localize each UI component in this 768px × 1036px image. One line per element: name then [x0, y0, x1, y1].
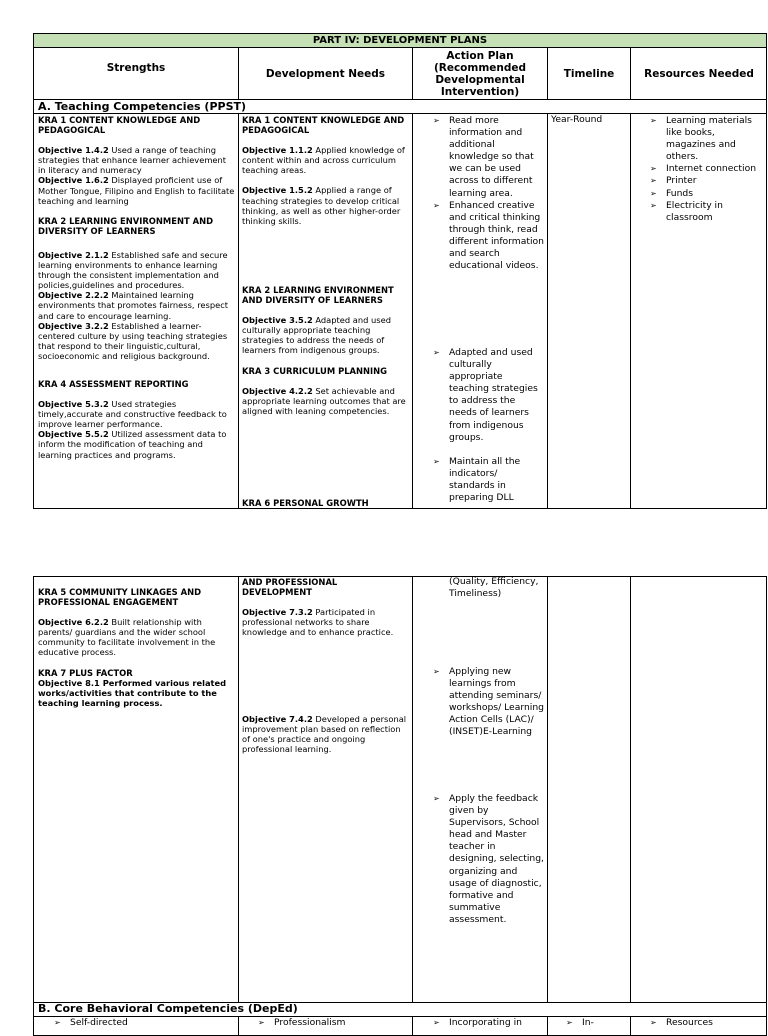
list-item: (Quality, Efficiency, Timeliness)	[449, 576, 539, 600]
col-divider	[412, 113, 413, 508]
col-divider	[630, 577, 631, 1035]
list-item: ➢ Read more information and additional knowledge so that we can be used across to different learning area.	[433, 115, 534, 199]
action-list	[433, 115, 545, 272]
arrowhead-bullet-icon: ➢	[433, 1018, 440, 1027]
header-development-needs: Development Needs	[265, 67, 386, 80]
objective-item: Objective 4.2.2 Set achievable and appropriate learning outcomes that are aligned with leaning competencies.	[242, 385, 406, 416]
list-item: ➢ Internet connection	[650, 163, 757, 175]
kra-heading: AND PROFESSIONAL DEVELOPMENT	[242, 577, 338, 598]
action-list	[433, 793, 545, 926]
development-plan-table-page1	[33, 33, 767, 509]
objective-item: Objective 7.3.2 Participated in professional networks to share knowledge and to enhance practice.	[242, 607, 394, 638]
list-item: ➢ In-	[566, 1017, 594, 1028]
list-item: ➢ Incorporating in	[433, 1017, 522, 1028]
list-item: ➢ Self-directed	[54, 1017, 128, 1028]
objective-item: Objective 1.1.2 Applied knowledge of content within and across curriculum teaching areas.	[242, 145, 405, 176]
col-divider	[412, 47, 413, 99]
list-item: ➢ Enhanced creative and critical thinking through think, read different information and search educational videos.	[433, 199, 544, 272]
arrowhead-bullet-icon: ➢	[650, 188, 657, 198]
arrowhead-bullet-icon: ➢	[433, 794, 440, 803]
objective-item: Objective 6.2.2 Built relationship with parents/ guardians and the wider school community to facilitate involvement in the educative process.	[38, 617, 216, 658]
objective-item: Objective 7.4.2 Developed a personal improvement plan based on reflection of one's practice and ongoing professional learning.	[242, 714, 407, 755]
section-b-title: B. Core Behavioral Competencies (DepEd)	[38, 1002, 298, 1015]
divider	[34, 113, 766, 114]
kra-heading: KRA 2 LEARNING ENVIRONMENT AND DIVERSITY OF LEARNERS	[38, 215, 214, 236]
arrowhead-bullet-icon: ➢	[258, 1018, 265, 1027]
list-item: ➢ Adapted and used culturally appropriate teaching strategies to address the needs of learners from indigenous groups.	[433, 347, 538, 443]
kra-heading: KRA 5 COMMUNITY LINKAGES AND PROFESSIONAL ENGAGEMENT	[38, 587, 202, 608]
arrowhead-bullet-icon: ➢	[433, 348, 440, 357]
header-resources: Resources Needed	[644, 67, 754, 80]
header-action-plan: Action Plan (Recommended Developmental Intervention)	[433, 49, 527, 98]
arrowhead-bullet-icon: ➢	[433, 667, 440, 676]
arrowhead-bullet-icon: ➢	[433, 116, 440, 125]
objective-item: Objective 1.5.2 Applied a range of teaching strategies to develop critical thinking, as well as other higher-order thinking skills.	[242, 185, 401, 226]
col-divider	[630, 113, 631, 508]
list-item: ➢ Electricity in classroom	[650, 199, 723, 223]
objective-item: Objective 3.5.2 Adapted and used culturally appropriate teaching strategies to address the needs of learners from indigenous groups.	[242, 315, 391, 356]
objective-item: Objective 2.1.2 Established safe and secure learning environments to enhance learning through the consistent implementation and policies,guidelines and procedures.	[38, 249, 228, 291]
objective-item: Objective 1.6.2 Displayed proficient use of Mother Tongue, Filipino and English to facilitate teaching and learning	[38, 175, 235, 206]
objective-item: Objective 5.5.2 Utilized assessment data to inform the modification of teaching and learning practices and programs.	[38, 429, 227, 460]
needs-cell	[242, 577, 409, 637]
arrowhead-bullet-icon: ➢	[650, 1018, 657, 1027]
arrowhead-bullet-icon: ➢	[650, 200, 657, 210]
needs-cell	[242, 115, 409, 226]
strengths-cell	[38, 587, 235, 708]
action-list	[433, 666, 545, 739]
col-divider	[547, 113, 548, 508]
resources-list	[650, 115, 766, 224]
list-item: ➢ Learning materials like books, magazines and others.	[650, 115, 752, 163]
kra-heading: KRA 1 CONTENT KNOWLEDGE AND PEDAGOGICAL	[38, 115, 201, 136]
arrowhead-bullet-icon: ➢	[54, 1018, 61, 1027]
kra-heading: KRA 2 LEARNING ENVIRONMENT AND DIVERSITY OF LEARNERS	[242, 285, 394, 306]
list-item: ➢ Resources	[650, 1017, 713, 1028]
col-divider	[412, 577, 413, 1035]
arrowhead-bullet-icon: ➢	[566, 1018, 573, 1027]
list-item: ➢ Maintain all the indicators/ standards in preparing DLL	[433, 455, 521, 504]
arrowhead-bullet-icon: ➢	[650, 164, 657, 174]
arrowhead-bullet-icon: ➢	[433, 200, 440, 210]
kra-heading: KRA 4 ASSESSMENT REPORTING	[38, 378, 189, 389]
section-a-title: A. Teaching Competencies (PPST)	[38, 100, 247, 113]
list-item: ➢ Funds	[650, 187, 694, 199]
kra-heading: KRA 7 PLUS FACTOR	[38, 667, 133, 678]
arrowhead-bullet-icon: ➢	[433, 456, 440, 466]
part-title: PART IV: DEVELOPMENT PLANS	[34, 34, 766, 47]
arrowhead-bullet-icon: ➢	[650, 176, 657, 186]
needs-cell	[242, 498, 409, 508]
objective-item: Objective 3.2.2 Established a learner-centered culture by using teaching strategies that respond to their linguistic,cultural, socioeconomic and religious background.	[38, 320, 228, 361]
objective-item: Objective 8.1 Performed various related works/activities that contribute to the teaching learning process.	[38, 677, 227, 708]
action-list	[433, 347, 545, 504]
objective-item: Objective 5.3.2 Used strategies timely,accurate and constructive feedback to improve learner performance.	[38, 399, 227, 430]
header-strengths: Strengths	[106, 61, 166, 74]
col-divider	[547, 577, 548, 1035]
list-item: ➢ Professionalism	[258, 1017, 346, 1028]
action-list	[433, 576, 545, 600]
list-item: ➢ Applying new learnings from attending seminars/ workshops/ Learning Action Cells (LAC)/ (INSET)E-Learning	[433, 666, 544, 738]
needs-cell	[242, 285, 409, 416]
header-timeline: Timeline	[563, 67, 615, 80]
strengths-cell	[38, 115, 235, 460]
timeline-cell: Year-Round	[551, 114, 603, 125]
col-divider	[238, 577, 239, 1035]
col-divider	[238, 113, 239, 508]
list-item: ➢ Printer	[650, 175, 697, 187]
needs-cell	[242, 714, 409, 754]
list-item: ➢ Apply the feedback given by Supervisors, School head and Master teacher in designing, selecting, organizing and usage of diagnostic, formative and summative assessment.	[433, 793, 544, 925]
development-plan-table-page2	[33, 576, 767, 1036]
kra-heading: KRA 3 CURRICULUM PLANNING	[242, 365, 388, 376]
arrowhead-bullet-icon: ➢	[650, 116, 657, 125]
kra-heading: KRA 1 CONTENT KNOWLEDGE AND PEDAGOGICAL	[242, 115, 405, 136]
objective-item: Objective 1.4.2 Used a range of teaching strategies that enhance learner achievement in literacy and numeracy	[38, 145, 227, 176]
objective-item: Objective 2.2.2 Maintained learning environments that promotes fairness, respect and care to encourage learning.	[38, 290, 229, 321]
kra-heading: KRA 6 PERSONAL GROWTH	[242, 498, 369, 508]
